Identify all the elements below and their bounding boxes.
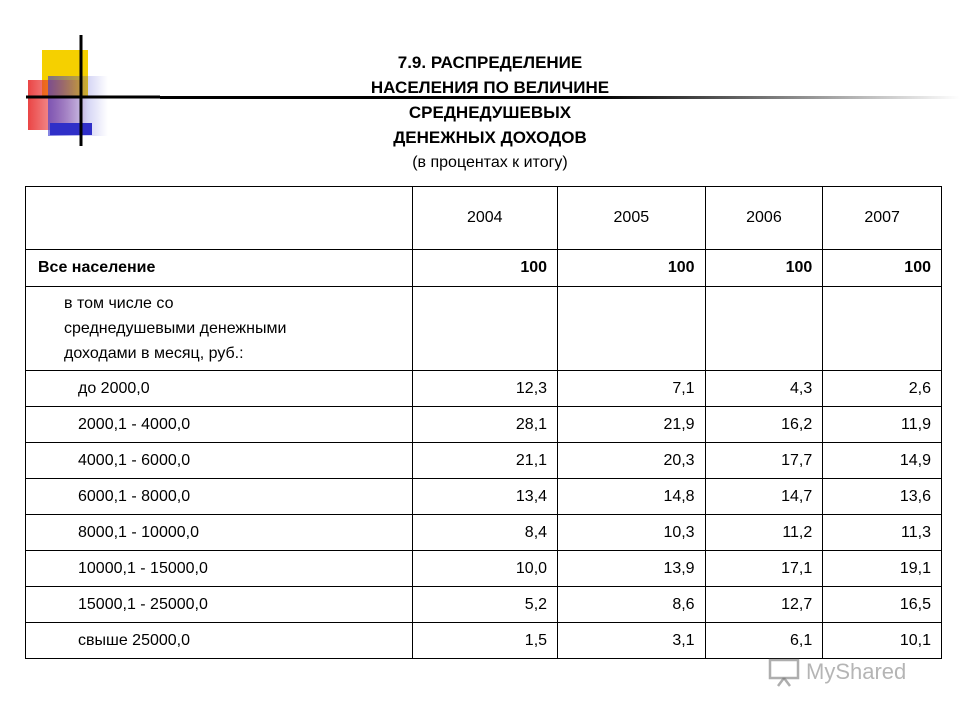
- income-range-label: 4000,1 - 6000,0: [26, 443, 413, 479]
- range-rows: [26, 371, 942, 659]
- year-header: 2004: [412, 187, 558, 250]
- empty-cell: [823, 287, 942, 371]
- percent-value: 13,9: [558, 551, 706, 587]
- percent-value: 6,1: [705, 623, 823, 659]
- total-value: 100: [558, 250, 706, 287]
- percent-value: 5,2: [412, 587, 558, 623]
- percent-value: 11,3: [823, 515, 942, 551]
- percent-value: 2,6: [823, 371, 942, 407]
- income-range-label: 2000,1 - 4000,0: [26, 407, 413, 443]
- including-label-text: в том числе со среднедушевыми денежными доходами в месяц, руб.:: [64, 295, 287, 362]
- percent-value: 4,3: [705, 371, 823, 407]
- percent-value: 16,2: [705, 407, 823, 443]
- total-value: 100: [412, 250, 558, 287]
- total-value: 100: [823, 250, 942, 287]
- table-row: [26, 479, 942, 515]
- title-line: ДЕНЕЖНЫХ ДОХОДОВ: [393, 128, 587, 147]
- title-line: СРЕДНЕДУШЕВЫХ: [408, 103, 572, 122]
- percent-value: 14,7: [705, 479, 823, 515]
- percent-value: 10,0: [412, 551, 558, 587]
- percent-value: 12,7: [705, 587, 823, 623]
- percent-value: 21,1: [412, 443, 558, 479]
- presentation-icon: [768, 657, 802, 687]
- percent-value: 11,2: [705, 515, 823, 551]
- percent-value: 12,3: [412, 371, 558, 407]
- percent-value: 1,5: [412, 623, 558, 659]
- income-range-label: 10000,1 - 15000,0: [26, 551, 413, 587]
- empty-cell: [705, 287, 823, 371]
- blue-bar: [50, 123, 92, 135]
- year-header: 2005: [558, 187, 706, 250]
- empty-cell: [558, 287, 706, 371]
- year-header: 2006: [705, 187, 823, 250]
- percent-value: 20,3: [558, 443, 706, 479]
- income-distribution-table: [25, 186, 942, 659]
- income-range-label: 6000,1 - 8000,0: [26, 479, 413, 515]
- income-range-label: 15000,1 - 25000,0: [26, 587, 413, 623]
- percent-value: 21,9: [558, 407, 706, 443]
- percent-value: 16,5: [823, 587, 942, 623]
- percent-value: 14,9: [823, 443, 942, 479]
- percent-value: 8,6: [558, 587, 706, 623]
- percent-value: 10,1: [823, 623, 942, 659]
- header-blank-cell: [26, 187, 413, 250]
- table-row: [26, 407, 942, 443]
- year-header: 2007: [823, 187, 942, 250]
- watermark-text: MyShared: [806, 659, 907, 684]
- table-row: [26, 551, 942, 587]
- percent-value: 11,9: [823, 407, 942, 443]
- table-row: [26, 515, 942, 551]
- percent-value: 28,1: [412, 407, 558, 443]
- table-row: [26, 443, 942, 479]
- percent-value: 3,1: [558, 623, 706, 659]
- percent-value: 8,4: [412, 515, 558, 551]
- total-label: Все население: [26, 250, 413, 287]
- title-block: [330, 50, 650, 175]
- percent-value: 7,1: [558, 371, 706, 407]
- total-row: [26, 250, 942, 287]
- percent-value: 13,4: [412, 479, 558, 515]
- table-row: [26, 623, 942, 659]
- income-range-label: свыше 25000,0: [26, 623, 413, 659]
- title-line: НАСЕЛЕНИЯ ПО ВЕЛИЧИНЕ: [370, 78, 610, 97]
- including-label: [26, 287, 413, 371]
- percent-value: 17,1: [705, 551, 823, 587]
- watermark: [768, 657, 906, 687]
- percent-value: 13,6: [823, 479, 942, 515]
- decorative-squares: [0, 0, 160, 160]
- subtitle: (в процентах к итогу): [412, 154, 568, 171]
- percent-value: 17,7: [705, 443, 823, 479]
- percent-value: 19,1: [823, 551, 942, 587]
- title-line: 7.9. РАСПРЕДЕЛЕНИЕ: [397, 53, 583, 72]
- total-value: 100: [705, 250, 823, 287]
- income-range-label: до 2000,0: [26, 371, 413, 407]
- table-row: [26, 371, 942, 407]
- income-range-label: 8000,1 - 10000,0: [26, 515, 413, 551]
- percent-value: 10,3: [558, 515, 706, 551]
- percent-value: 14,8: [558, 479, 706, 515]
- empty-cell: [412, 287, 558, 371]
- table-row: [26, 587, 942, 623]
- including-row: [26, 287, 942, 371]
- header-row: [26, 187, 942, 250]
